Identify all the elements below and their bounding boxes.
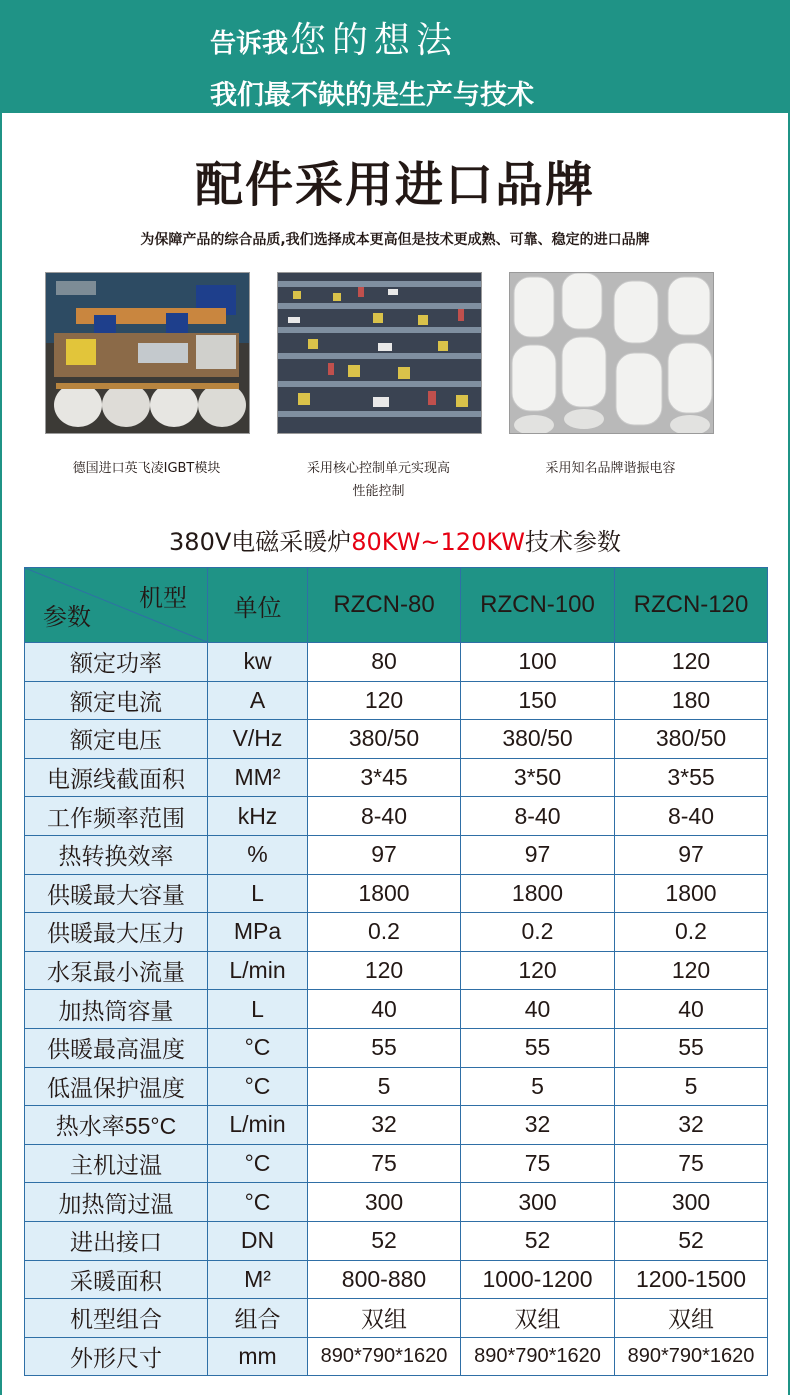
value-cell: 52 [308, 1221, 461, 1260]
value-cell: 52 [615, 1221, 768, 1260]
param-name-cell: 额定电流 [25, 681, 208, 720]
table-row [25, 758, 768, 797]
control-board-photo [277, 272, 482, 434]
unit-cell: kHz [208, 797, 308, 836]
unit-cell: % [208, 835, 308, 874]
table-row [25, 1299, 768, 1338]
value-cell: 75 [308, 1144, 461, 1183]
value-cell: 120 [308, 681, 461, 720]
banner-script-text: 您的想法 [290, 20, 459, 61]
unit-cell: 组合 [208, 1299, 308, 1338]
value-cell: 75 [615, 1144, 768, 1183]
unit-cell: L/min [208, 1106, 308, 1145]
value-cell: 890*790*1620 [308, 1337, 461, 1376]
value-cell: 3*50 [461, 758, 615, 797]
unit-cell: °C [208, 1028, 308, 1067]
value-cell: 1800 [461, 874, 615, 913]
param-name-cell: 加热筒过温 [25, 1183, 208, 1222]
value-cell: 5 [461, 1067, 615, 1106]
value-cell: 5 [615, 1067, 768, 1106]
unit-cell: V/Hz [208, 720, 308, 759]
corner-model-label: 机型 [139, 585, 187, 612]
value-cell: 5 [308, 1067, 461, 1106]
value-cell: 52 [461, 1221, 615, 1260]
section-title: 配件采用进口品牌 [194, 157, 595, 213]
unit-cell: °C [208, 1067, 308, 1106]
section-subtitle: 为保障产品的综合品质,我们选择成本更高但是技术更成熟、可靠、稳定的进口品牌 [140, 232, 650, 248]
unit-cell: °C [208, 1144, 308, 1183]
value-cell: 8-40 [461, 797, 615, 836]
param-name-cell: 采暖面积 [25, 1260, 208, 1299]
table-row [25, 797, 768, 836]
value-cell: 300 [461, 1183, 615, 1222]
param-name-cell: 热水率55°C [25, 1106, 208, 1145]
value-cell: 0.2 [615, 913, 768, 952]
value-cell: 40 [615, 990, 768, 1029]
table-row [25, 643, 768, 682]
param-name-cell: 低温保护温度 [25, 1067, 208, 1106]
value-cell: 180 [615, 681, 768, 720]
spec-title-suffix: 技术参数 [524, 528, 621, 556]
corner-param-label: 参数 [43, 604, 91, 631]
value-cell: 150 [461, 681, 615, 720]
unit-cell: kw [208, 643, 308, 682]
param-name-cell: 工作频率范围 [25, 797, 208, 836]
igbt-module-caption: 德国进口英飞凌IGBT模块 [72, 461, 221, 476]
value-cell: 40 [461, 990, 615, 1029]
value-cell: 300 [308, 1183, 461, 1222]
value-cell: 1000-1200 [461, 1260, 615, 1299]
value-cell: 55 [461, 1028, 615, 1067]
spec-title-power-range: 80KW~120KW [351, 528, 525, 556]
table-row [25, 1067, 768, 1106]
param-name-cell: 供暖最大压力 [25, 913, 208, 952]
param-name-cell: 额定电压 [25, 720, 208, 759]
value-cell: 32 [615, 1106, 768, 1145]
param-name-cell: 热转换效率 [25, 835, 208, 874]
spec-table-body [25, 643, 768, 1376]
value-cell: 100 [461, 643, 615, 682]
value-cell: 8-40 [615, 797, 768, 836]
value-cell: 双组 [461, 1299, 615, 1338]
param-name-cell: 主机过温 [25, 1144, 208, 1183]
value-cell: 80 [308, 643, 461, 682]
value-cell: 380/50 [461, 720, 615, 759]
unit-cell: L [208, 874, 308, 913]
param-name-cell: 电源线截面积 [25, 758, 208, 797]
value-cell: 380/50 [308, 720, 461, 759]
param-name-cell: 供暖最大容量 [25, 874, 208, 913]
value-cell: 55 [615, 1028, 768, 1067]
unit-header: 单位 [208, 568, 308, 643]
spec-table-title [0, 522, 790, 557]
frame-border-left [0, 113, 2, 1395]
value-cell: 800-880 [308, 1260, 461, 1299]
capacitor-photo [509, 272, 714, 434]
param-name-cell: 水泵最小流量 [25, 951, 208, 990]
value-cell: 55 [308, 1028, 461, 1067]
value-cell: 0.2 [461, 913, 615, 952]
table-row [25, 1183, 768, 1222]
unit-cell: MM² [208, 758, 308, 797]
model-header: RZCN-120 [615, 568, 768, 643]
value-cell: 97 [615, 835, 768, 874]
top-banner [0, 0, 790, 113]
table-row [25, 1028, 768, 1067]
unit-cell: L/min [208, 951, 308, 990]
table-row [25, 1106, 768, 1145]
value-cell: 40 [308, 990, 461, 1029]
unit-cell: °C [208, 1183, 308, 1222]
table-row [25, 720, 768, 759]
unit-cell: M² [208, 1260, 308, 1299]
unit-cell: MPa [208, 913, 308, 952]
model-header: RZCN-80 [308, 568, 461, 643]
param-name-cell: 机型组合 [25, 1299, 208, 1338]
table-row [25, 1337, 768, 1376]
unit-cell: A [208, 681, 308, 720]
param-name-cell: 进出接口 [25, 1221, 208, 1260]
param-name-cell: 额定功率 [25, 643, 208, 682]
corner-header-cell [25, 568, 208, 643]
value-cell: 32 [461, 1106, 615, 1145]
capacitor-caption: 采用知名品牌谐振电容 [545, 461, 676, 476]
table-row [25, 874, 768, 913]
value-cell: 3*55 [615, 758, 768, 797]
value-cell: 32 [308, 1106, 461, 1145]
param-name-cell: 外形尺寸 [25, 1337, 208, 1376]
table-row [25, 1144, 768, 1183]
value-cell: 300 [615, 1183, 768, 1222]
value-cell: 3*45 [308, 758, 461, 797]
value-cell: 120 [308, 951, 461, 990]
value-cell: 双组 [615, 1299, 768, 1338]
table-row [25, 1221, 768, 1260]
table-row [25, 951, 768, 990]
table-row [25, 835, 768, 874]
table-row [25, 1260, 768, 1299]
value-cell: 120 [615, 643, 768, 682]
spec-table [24, 567, 768, 1376]
value-cell: 8-40 [308, 797, 461, 836]
param-name-cell: 加热筒容量 [25, 990, 208, 1029]
table-row [25, 990, 768, 1029]
value-cell: 380/50 [615, 720, 768, 759]
value-cell: 97 [308, 835, 461, 874]
igbt-module-photo [45, 272, 250, 434]
banner-tagline: 我们最不缺的是生产与技术 [210, 80, 534, 111]
banner-prefix: 告诉我 [210, 29, 289, 59]
value-cell: 双组 [308, 1299, 461, 1338]
value-cell: 890*790*1620 [615, 1337, 768, 1376]
unit-cell: mm [208, 1337, 308, 1376]
model-header: RZCN-100 [461, 568, 615, 643]
unit-cell: L [208, 990, 308, 1029]
param-name-cell: 供暖最高温度 [25, 1028, 208, 1067]
value-cell: 97 [461, 835, 615, 874]
table-header-row [25, 568, 768, 643]
table-row [25, 913, 768, 952]
value-cell: 1800 [615, 874, 768, 913]
value-cell: 1200-1500 [615, 1260, 768, 1299]
unit-cell: DN [208, 1221, 308, 1260]
table-row [25, 681, 768, 720]
spec-title-prefix: 380V电磁采暖炉 [169, 528, 352, 556]
value-cell: 1800 [308, 874, 461, 913]
value-cell: 0.2 [308, 913, 461, 952]
value-cell: 120 [615, 951, 768, 990]
value-cell: 75 [461, 1144, 615, 1183]
value-cell: 120 [461, 951, 615, 990]
value-cell: 890*790*1620 [461, 1337, 615, 1376]
control-board-caption: 采用核心控制单元实现高 性能控制 [306, 461, 450, 499]
banner-headline [210, 12, 458, 63]
